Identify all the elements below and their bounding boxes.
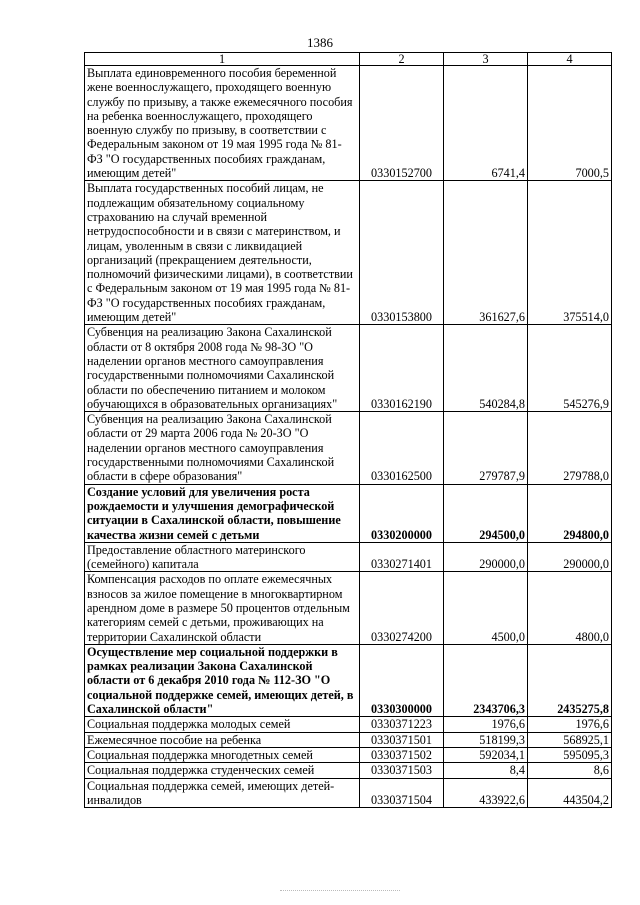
row-description: Субвенция на реализацию Закона Сахалинской области от 8 октября 2008 года № 98-ЗО "О наделении органов местного самоуправления государственными полномочиями Сахалинской области по обеспечению питанием и молоком обучающихся в образовательных организациях" (85, 325, 360, 412)
row-description: Социальная поддержка семей, имеющих детей-инвалидов (85, 778, 360, 808)
row-value-col3: 6741,4 (444, 66, 528, 181)
page-number: 1386 (307, 35, 333, 50)
header-col-2: 2 (360, 53, 444, 66)
table-row (85, 66, 612, 181)
row-code: 0330200000 (360, 484, 444, 542)
budget-table (84, 52, 612, 808)
row-value-col4: 294800,0 (528, 484, 612, 542)
row-description: Социальная поддержка студенческих семей (85, 763, 360, 778)
row-code: 0330371504 (360, 778, 444, 808)
row-description: Субвенция на реализацию Закона Сахалинской области от 29 марта 2006 года № 20-ЗО "О наделении органов местного самоуправления государственными полномочиями Сахалинской области в сфере образования" (85, 412, 360, 484)
row-value-col4: 375514,0 (528, 181, 612, 325)
table-row (85, 181, 612, 325)
header-col-1: 1 (85, 53, 360, 66)
row-code: 0330153800 (360, 181, 444, 325)
row-value-col3: 290000,0 (444, 542, 528, 572)
row-value-col3: 540284,8 (444, 325, 528, 412)
row-code: 0330271401 (360, 542, 444, 572)
table-row (85, 412, 612, 484)
table-row (85, 644, 612, 716)
table-row (85, 542, 612, 572)
table-row (85, 572, 612, 644)
row-value-col4: 443504,2 (528, 778, 612, 808)
row-value-col4: 4800,0 (528, 572, 612, 644)
header-col-3: 3 (444, 53, 528, 66)
row-value-col4: 2435275,8 (528, 644, 612, 716)
row-code: 0330371501 (360, 732, 444, 747)
row-value-col3: 1976,6 (444, 717, 528, 732)
row-description: Выплата государственных пособий лицам, не подлежащим обязательному социальному страхованию на случай временной нетрудоспособности и в связи с материнством, и лицам, уволенным в связи с ликвидацией организаций (прекращением деятельности, полномочий физическими лицами), в соответствии с Федеральным законом от 19 мая 1995 года № 81-ФЗ "О государственных пособиях гражданам, имеющим детей" (85, 181, 360, 325)
table-header-row (85, 53, 612, 66)
table-row (85, 717, 612, 732)
row-value-col4: 545276,9 (528, 325, 612, 412)
row-value-col3: 294500,0 (444, 484, 528, 542)
row-value-col3: 518199,3 (444, 732, 528, 747)
row-value-col4: 1976,6 (528, 717, 612, 732)
row-value-col4: 279788,0 (528, 412, 612, 484)
row-code: 0330152700 (360, 66, 444, 181)
row-code: 0330274200 (360, 572, 444, 644)
row-description: Компенсация расходов по оплате ежемесячных взносов за жилое помещение в многоквартирном арендном доме в размере 50 процентов отдельным категориям семей с детьми, проживающих на территории Сахалинской области (85, 572, 360, 644)
table-row (85, 763, 612, 778)
row-description: Создание условий для увеличения роста рождаемости и улучшения демографической ситуации в Сахалинской области, повышение качества жизни семей с детьми (85, 484, 360, 542)
row-value-col3: 592034,1 (444, 747, 528, 762)
row-value-col4: 8,6 (528, 763, 612, 778)
scan-artifact (280, 890, 400, 893)
row-description: Осуществление мер социальной поддержки в рамках реализации Закона Сахалинской области от 6 декабря 2010 года № 112-ЗО "О социальной поддержке семей, имеющих детей, в Сахалинской области" (85, 644, 360, 716)
row-description: Предоставление областного материнского (семейного) капитала (85, 542, 360, 572)
row-value-col3: 361627,6 (444, 181, 528, 325)
row-code: 0330371503 (360, 763, 444, 778)
row-description: Социальная поддержка многодетных семей (85, 747, 360, 762)
row-value-col3: 279787,9 (444, 412, 528, 484)
row-description: Выплата единовременного пособия беременной жене военнослужащего, проходящего военную службу по призыву, а также ежемесячного пособия на ребенка военнослужащего, проходящего военную службу по призыву, в соответствии с Федеральным законом от 19 мая 1995 года № 81-ФЗ "О государственных пособиях гражданам, имеющим детей" (85, 66, 360, 181)
row-code: 0330300000 (360, 644, 444, 716)
row-value-col3: 4500,0 (444, 572, 528, 644)
row-description: Социальная поддержка молодых семей (85, 717, 360, 732)
table-row (85, 778, 612, 808)
table-row (85, 484, 612, 542)
row-value-col4: 7000,5 (528, 66, 612, 181)
row-code: 0330162500 (360, 412, 444, 484)
row-code: 0330371223 (360, 717, 444, 732)
row-value-col3: 2343706,3 (444, 644, 528, 716)
header-col-4: 4 (528, 53, 612, 66)
table-row (85, 732, 612, 747)
row-value-col4: 290000,0 (528, 542, 612, 572)
table-row (85, 747, 612, 762)
row-value-col3: 433922,6 (444, 778, 528, 808)
table-row (85, 325, 612, 412)
row-value-col4: 595095,3 (528, 747, 612, 762)
row-code: 0330162190 (360, 325, 444, 412)
row-code: 0330371502 (360, 747, 444, 762)
row-description: Ежемесячное пособие на ребенка (85, 732, 360, 747)
row-value-col3: 8,4 (444, 763, 528, 778)
row-value-col4: 568925,1 (528, 732, 612, 747)
